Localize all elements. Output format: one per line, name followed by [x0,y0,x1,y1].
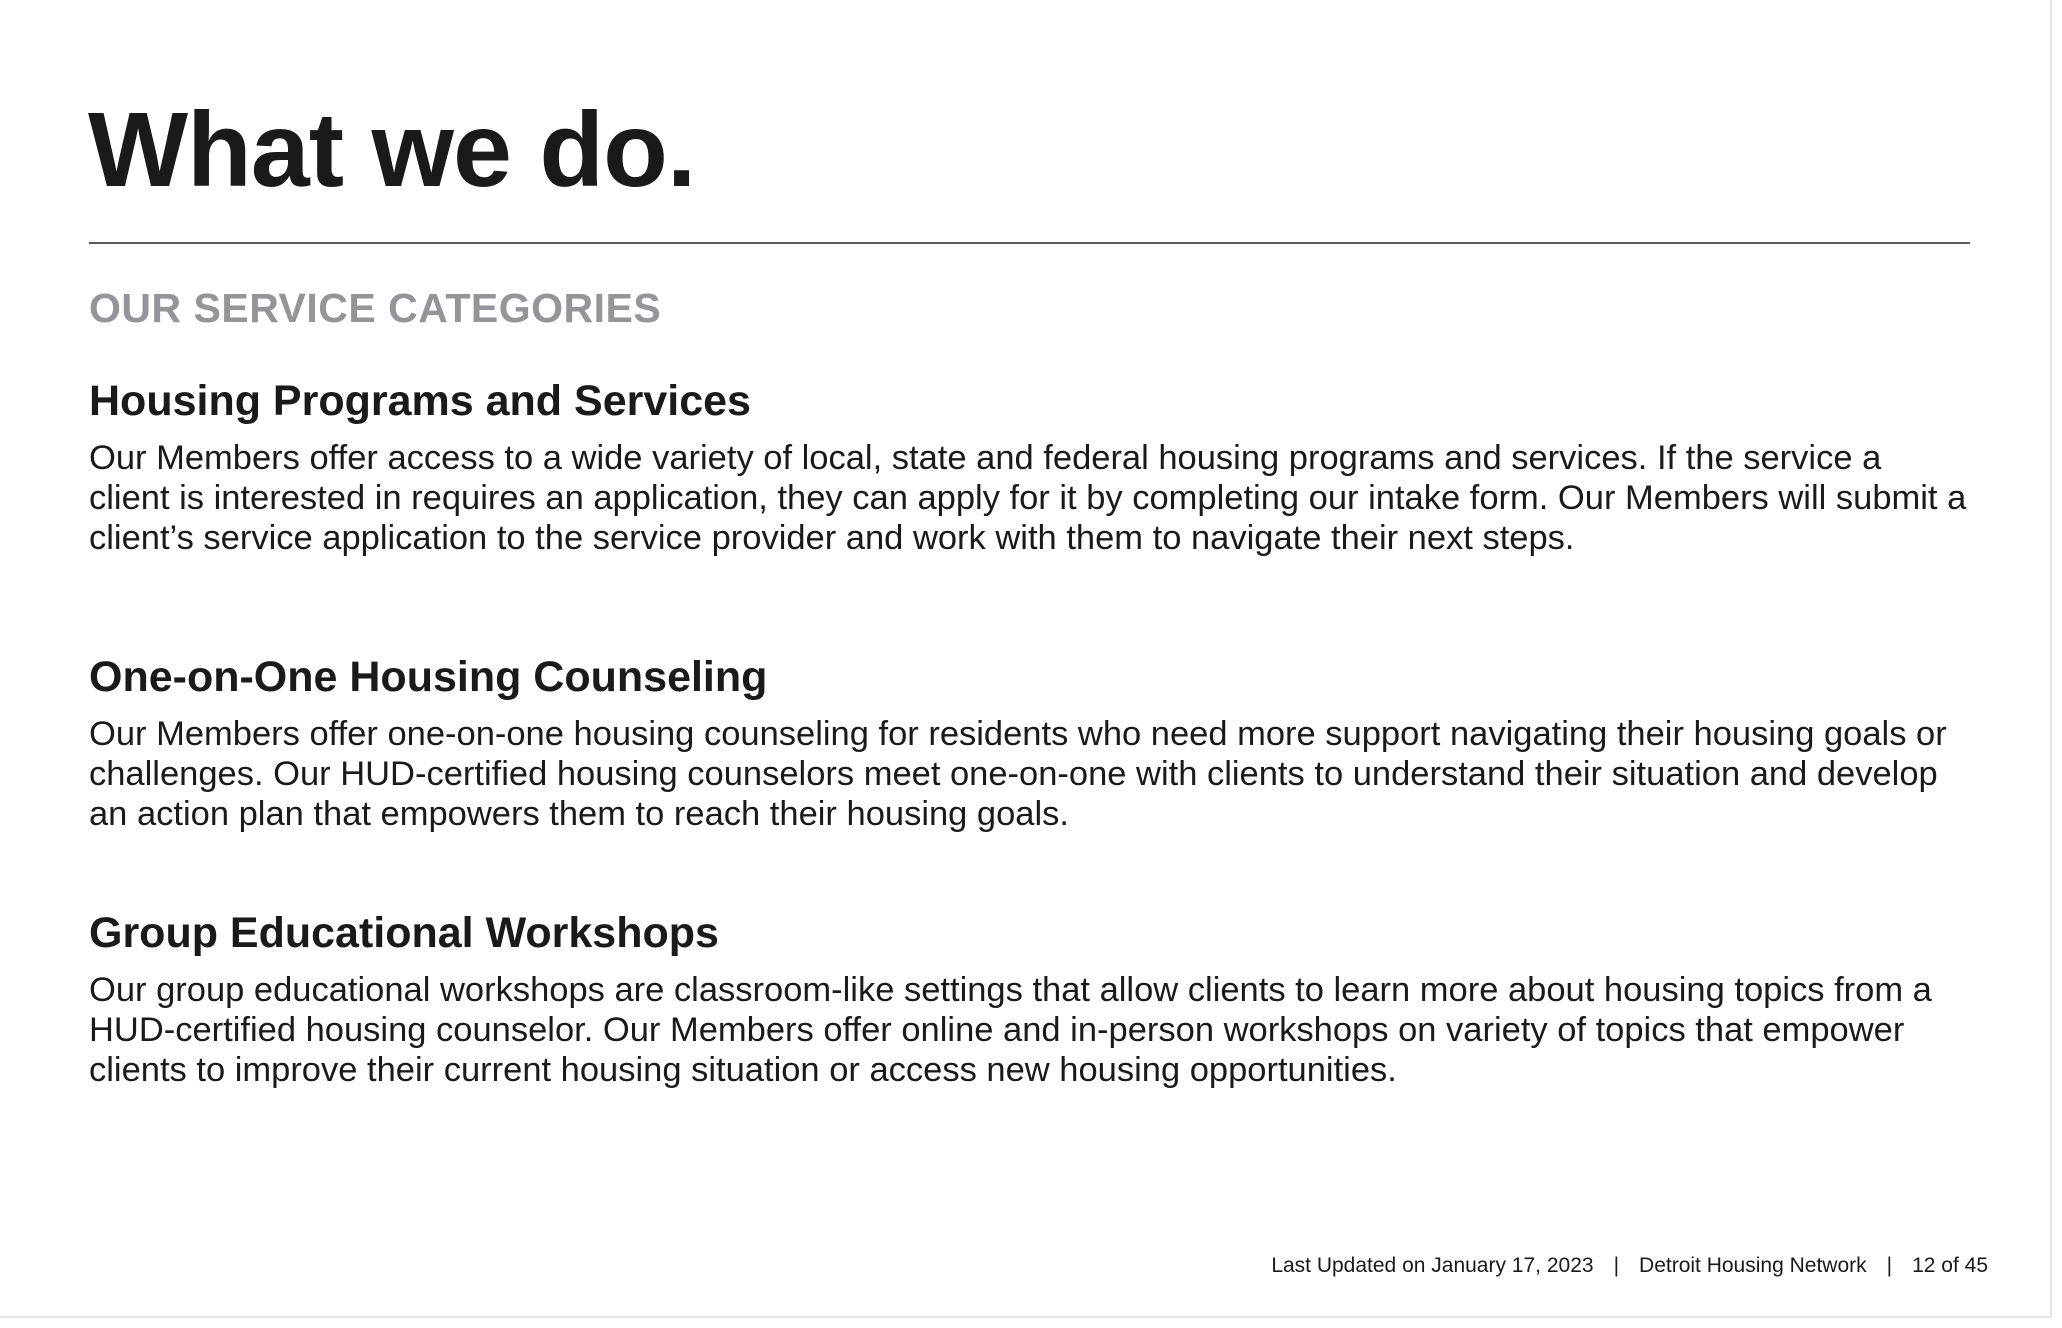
section-heading: One-on-One Housing Counseling [89,653,768,701]
page-title: What we do. [88,91,696,209]
footer-page-number: 12 of 45 [1912,1254,1988,1277]
section-workshops [89,908,1989,1090]
footer-organization: Detroit Housing Network [1639,1254,1867,1277]
section-body: Our Members offer one-on-one housing counseling for residents who need more support navigating their housing goals or challenges. Our HUD-certified housing counselors meet one-on-one with clients to understand their situation and develop an action plan that empowers them to reach their housing goals. [89,714,1947,833]
section-housing-programs [89,376,1989,558]
footer-separator: | [1886,1254,1893,1277]
footer-updated: Last Updated on January 17, 2023 [1271,1254,1594,1277]
page-footer [1271,1254,1988,1278]
footer-separator: | [1613,1254,1620,1277]
section-eyebrow: OUR SERVICE CATEGORIES [89,285,662,331]
section-body: Our Members offer access to a wide variety of local, state and federal housing programs and services. If the service a client is interested in requires an application, they can apply for it by completing our intake form. Our Members will submit a client’s service application to the service provider and work with them to navigate their next steps. [89,438,1967,557]
section-body: Our group educational workshops are classroom-like settings that allow clients to learn more about housing topics from a HUD-certified housing counselor. Our Members offer online and in-person workshops on variety of topics that empower clients to improve their current housing situation or access new housing opportunities. [89,970,1932,1089]
section-heading: Housing Programs and Services [89,377,751,425]
title-divider [89,242,1970,244]
section-heading: Group Educational Workshops [89,909,719,957]
section-housing-counseling [89,652,1989,834]
